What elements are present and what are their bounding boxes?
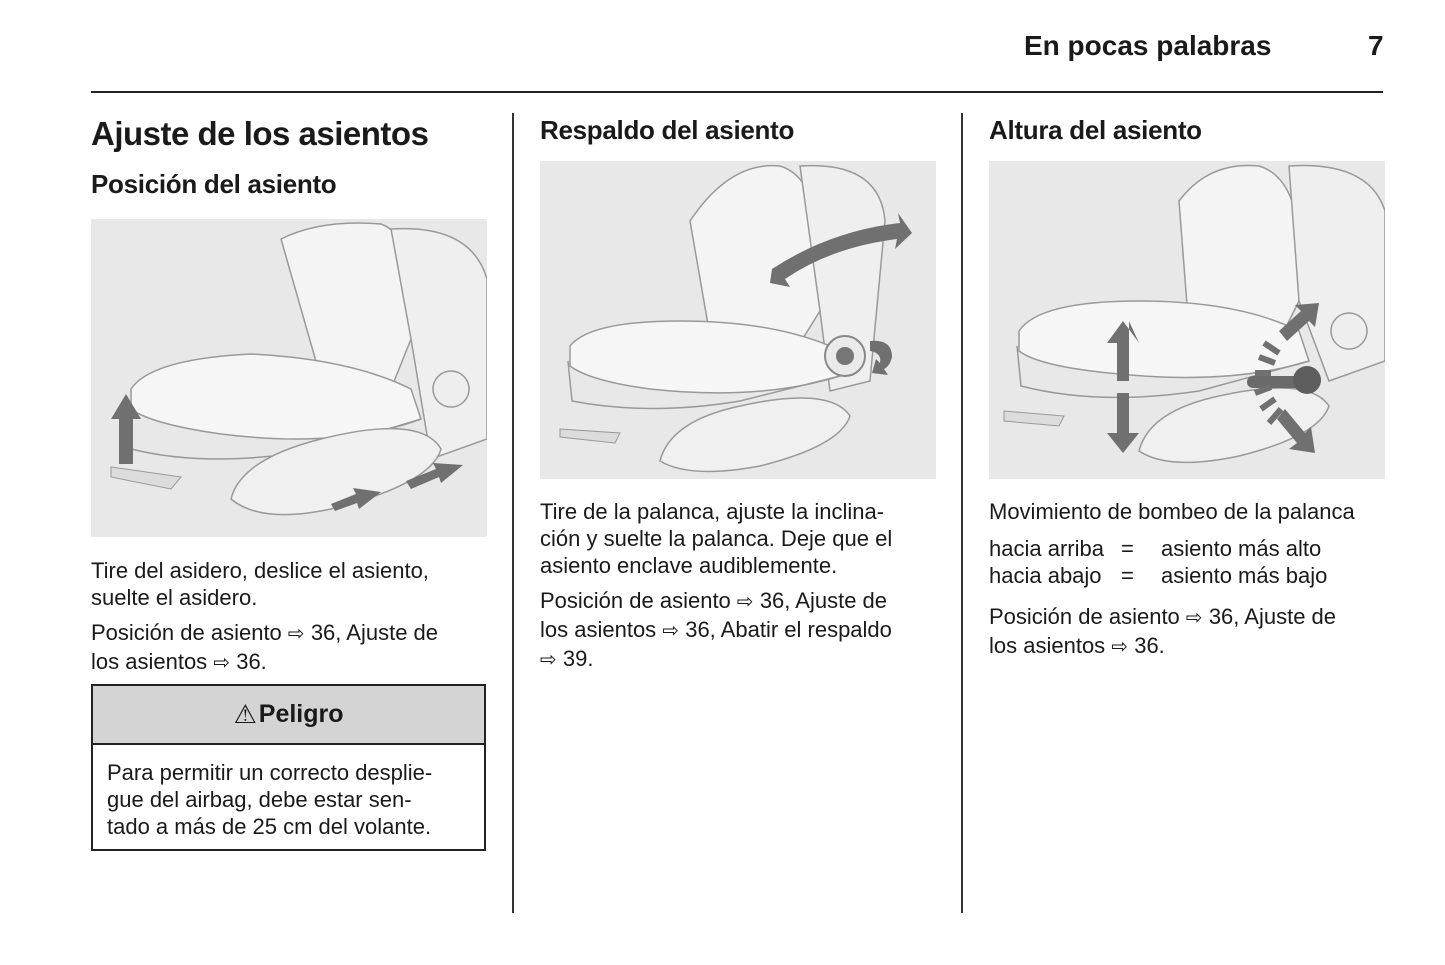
pump-motion-table: [989, 535, 1399, 589]
table-row: hacia arriba = asiento más alto: [989, 536, 1322, 561]
section-title: Altura del asiento: [989, 115, 1202, 145]
running-header-title: En pocas palabras: [1024, 30, 1272, 61]
page-number: 7: [1368, 30, 1384, 61]
cross-reference: Posición de asiento ⇨ 36, Ajuste de los asientos ⇨ 36.: [989, 603, 1399, 661]
xref-arrow-icon: ⇨: [213, 652, 231, 674]
warning-triangle-icon: ⚠: [233, 699, 257, 729]
xref-arrow-icon: ⇨: [662, 620, 680, 642]
body-text: Movimiento de bombeo de la palanca: [989, 499, 1355, 524]
backrest-illustration: [540, 161, 936, 479]
body-text: Tire de la palanca, ajuste la inclina- ción y suelte la palanca. Deje que el asiento enclave audiblemente.: [540, 499, 893, 578]
xref-arrow-icon: ⇨: [1111, 636, 1129, 658]
column-backrest: [540, 110, 936, 150]
header-rule: [91, 91, 1383, 93]
subsection-title: Posición del asiento: [91, 169, 337, 199]
column-seat-height: [989, 110, 1385, 150]
danger-notice: [91, 684, 486, 851]
cross-reference: Posición de asiento ⇨ 36, Ajuste de los asientos ⇨ 36.: [91, 619, 491, 677]
column-divider: [961, 113, 963, 913]
danger-header: [93, 686, 484, 745]
danger-text: Para permitir un correcto desplie- gue del airbag, debe estar sen- tado a más de 25 cm del volante.: [107, 760, 433, 839]
xref-arrow-icon: ⇨: [287, 623, 305, 645]
section-title: Respaldo del asiento: [540, 115, 795, 145]
seat-height-illustration: [989, 161, 1385, 479]
section-title: Ajuste de los asientos: [91, 115, 429, 152]
danger-heading: Peligro: [258, 700, 344, 728]
seat-position-illustration: [91, 219, 487, 537]
column-divider: [512, 113, 514, 913]
cross-reference: Posición de asiento ⇨ 36, Ajuste de los asientos ⇨ 36, Abatir el respaldo ⇨ 39.: [540, 587, 940, 674]
xref-arrow-icon: ⇨: [736, 591, 754, 613]
column-seat-position: [91, 110, 487, 204]
xref-arrow-icon: ⇨: [540, 649, 557, 671]
table-row: hacia abajo = asiento más bajo: [989, 563, 1328, 588]
body-text: Tire del asidero, deslice el asiento, suelte el asidero.: [91, 558, 429, 610]
xref-arrow-icon: ⇨: [1185, 607, 1203, 629]
